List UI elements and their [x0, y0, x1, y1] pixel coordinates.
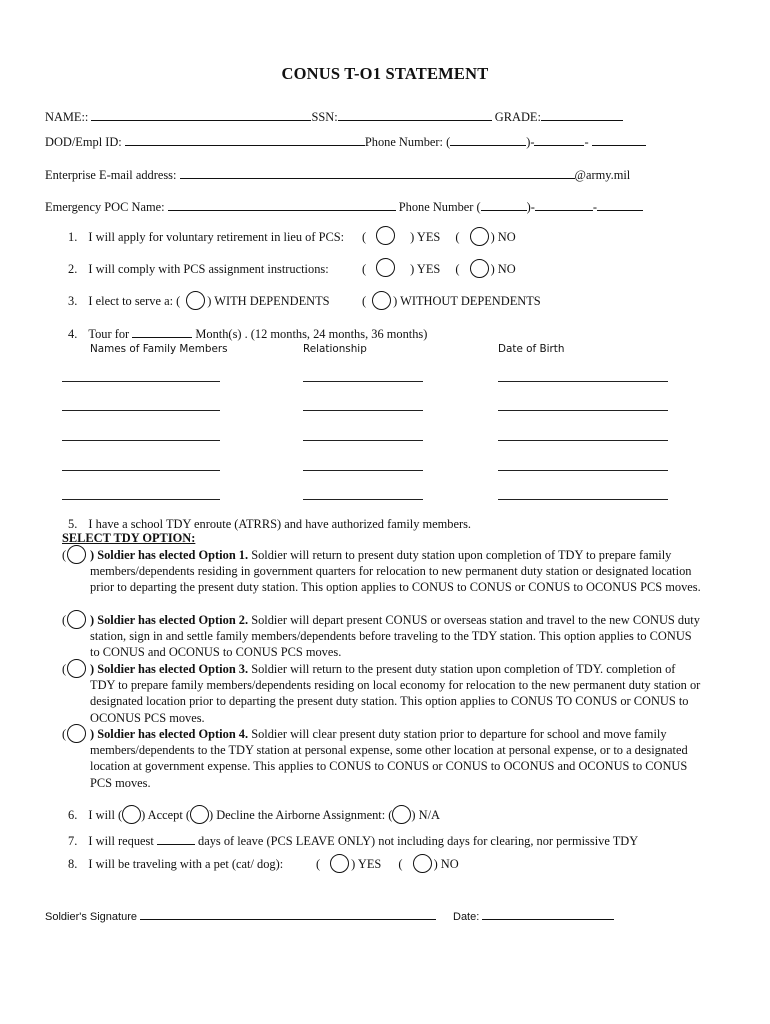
- poc-name-field[interactable]: [168, 198, 396, 211]
- option-1-radio[interactable]: [67, 545, 86, 564]
- email-row: [45, 166, 630, 183]
- yes-radio[interactable]: [376, 226, 395, 245]
- item-8: [68, 857, 283, 872]
- ssn-label: SSN:: [311, 110, 338, 124]
- dod-label: DOD/Empl ID:: [45, 135, 122, 149]
- paren: (: [362, 262, 367, 276]
- item-text: Tour for: [88, 327, 130, 341]
- without-dependents-label: ) WITHOUT DEPENDENTS: [393, 294, 541, 308]
- item-5: [68, 517, 471, 532]
- ssn-field[interactable]: [338, 108, 492, 121]
- paren: (: [455, 262, 460, 276]
- family-relationship-field[interactable]: [303, 440, 423, 441]
- email-suffix: @army.mil: [574, 168, 631, 182]
- col-header-dob: Date of Birth: [498, 343, 565, 355]
- poc-phone-prefix-field[interactable]: [535, 198, 593, 211]
- dod-field[interactable]: [125, 133, 365, 146]
- item-number: 2.: [68, 262, 78, 276]
- tdy-option-1: [62, 547, 702, 596]
- item-number: 4.: [68, 327, 78, 341]
- pet-yes-radio[interactable]: [330, 854, 349, 873]
- option-4-radio[interactable]: [67, 724, 86, 743]
- item-6: [68, 808, 440, 824]
- pet-no-radio[interactable]: [413, 854, 432, 873]
- item-text: I have a school TDY enroute (ATRRS) and have authorized family members.: [88, 517, 472, 531]
- item-text: I will request: [88, 834, 154, 848]
- paren: (: [62, 727, 67, 741]
- item-text: I will apply for voluntary retirement in lieu of PCS:: [88, 230, 345, 244]
- item-2: [68, 262, 329, 277]
- phone-dash: -: [584, 135, 589, 149]
- signature-label: Soldier's Signature: [45, 911, 137, 923]
- family-dob-field[interactable]: [498, 499, 668, 500]
- na-label: ) N/A: [411, 808, 440, 822]
- option-title: ) Soldier has elected Option 2.: [90, 613, 249, 627]
- family-dob-field[interactable]: [498, 440, 668, 441]
- paren: (: [62, 548, 67, 562]
- option-title: ) Soldier has elected Option 3.: [90, 662, 249, 676]
- tdy-option-3: [62, 661, 702, 726]
- no-label: ) NO: [490, 262, 516, 276]
- yes-label: ) YES: [410, 262, 441, 276]
- item-text: I elect to serve a: (: [88, 294, 181, 308]
- option-title: ) Soldier has elected Option 1.: [90, 548, 249, 562]
- option-description: Soldier will clear present duty station prior to departure for school and move family members/dependents to the TDY station at personal expense, some other location at personal expense, or to a designated location at government expense. This applies to CONUS to CONUS or CONUS to OCONUS and OCONUS to CONUS PCS moves.: [90, 727, 688, 790]
- family-name-field[interactable]: [62, 499, 220, 500]
- phone-close: )-: [526, 135, 535, 149]
- item-number: 1.: [68, 230, 78, 244]
- phone-line-field[interactable]: [592, 133, 646, 146]
- name-label: NAME::: [45, 110, 89, 124]
- family-relationship-field[interactable]: [303, 470, 423, 471]
- family-name-field[interactable]: [62, 470, 220, 471]
- decline-radio[interactable]: [190, 805, 209, 824]
- item-3-choices: [362, 294, 541, 310]
- grade-field[interactable]: [541, 108, 623, 121]
- family-relationship-field[interactable]: [303, 410, 423, 411]
- option-description: Soldier will depart present CONUS or overseas station and travel to the new CONUS duty station, sign in and settle family members/dependents before traveling to the TDY station. This option applies to CONUS to CONUS and OCONUS to CONUS PCS moves.: [90, 613, 700, 660]
- paren: (: [362, 294, 367, 308]
- signature-field[interactable]: [140, 908, 436, 920]
- phone-label: Phone Number: (: [364, 135, 451, 149]
- tdy-option-4: [62, 726, 702, 791]
- item-number: 6.: [68, 808, 78, 822]
- family-dob-field[interactable]: [498, 410, 668, 411]
- item-4: [68, 326, 427, 342]
- phone-prefix-field[interactable]: [534, 133, 584, 146]
- family-relationship-field[interactable]: [303, 381, 423, 382]
- tour-months-field[interactable]: [132, 326, 192, 338]
- yes-label: ) YES: [410, 230, 441, 244]
- item-text: I will be traveling with a pet (cat/ dog):: [88, 857, 284, 871]
- leave-days-field[interactable]: [157, 833, 195, 845]
- paren: (: [62, 613, 67, 627]
- item-number: 5.: [68, 517, 78, 531]
- item-7: [68, 833, 638, 849]
- option-description: Soldier will return to the present duty station upon completion of TDY. completion of TDY to prepare family members/dependents residing on local economy for relocation to the new permanent duty station or designated location prior to departing the present duty station. This option applies to CONUS TO CONUS or CONUS to OCONUS PCS moves.: [90, 662, 701, 725]
- family-dob-field[interactable]: [498, 381, 668, 382]
- decline-label: ) Decline the Airborne Assignment: (: [209, 808, 393, 822]
- name-field[interactable]: [91, 108, 311, 121]
- family-name-field[interactable]: [62, 381, 220, 382]
- item-number: 8.: [68, 857, 78, 871]
- grade-label: GRADE:: [494, 110, 541, 124]
- date-label: Date:: [453, 911, 480, 923]
- col-header-relationship: Relationship: [303, 343, 367, 355]
- paren: (: [362, 230, 367, 244]
- item-3: [68, 294, 330, 310]
- date-field[interactable]: [482, 908, 614, 920]
- with-dependents-radio[interactable]: [186, 291, 205, 310]
- poc-phone-label: Phone Number (: [398, 200, 481, 214]
- poc-phone-area-field[interactable]: [481, 198, 527, 211]
- tdy-heading: SELECT TDY OPTION:: [62, 531, 196, 545]
- item-text: I will (: [88, 808, 123, 822]
- poc-phone-close: )-: [526, 200, 535, 214]
- na-radio[interactable]: [392, 805, 411, 824]
- accept-label: ) Accept (: [141, 808, 190, 822]
- email-label: Enterprise E-mail address:: [45, 168, 177, 182]
- family-name-field[interactable]: [62, 410, 220, 411]
- poc-phone-dash: -: [592, 200, 598, 214]
- family-relationship-field[interactable]: [303, 499, 423, 500]
- paren: (: [316, 857, 321, 871]
- poc-label: Emergency POC Name:: [45, 200, 165, 214]
- poc-row: [45, 198, 643, 215]
- phone-area-field[interactable]: [450, 133, 526, 146]
- poc-phone-line-field[interactable]: [597, 198, 643, 211]
- without-dependents-radio[interactable]: [372, 291, 391, 310]
- page-title: CONUS T-O1 STATEMENT: [281, 64, 489, 83]
- option-title: ) Soldier has elected Option 4.: [90, 727, 249, 741]
- col-header-names: Names of Family Members: [90, 343, 228, 355]
- no-label: ) NO: [433, 857, 459, 871]
- with-dependents-label: ) WITH DEPENDENTS: [207, 294, 330, 308]
- paren: (: [62, 662, 67, 676]
- paren: (: [455, 230, 460, 244]
- item-8-choices: [316, 857, 459, 873]
- accept-radio[interactable]: [122, 805, 141, 824]
- email-field[interactable]: [180, 166, 575, 179]
- dod-row: [45, 133, 646, 150]
- no-radio[interactable]: [470, 227, 489, 246]
- family-name-field[interactable]: [62, 440, 220, 441]
- no-label: ) NO: [490, 230, 516, 244]
- item-text: I will comply with PCS assignment instructions:: [88, 262, 329, 276]
- option-2-radio[interactable]: [67, 610, 86, 629]
- family-dob-field[interactable]: [498, 470, 668, 471]
- item-text: days of leave (PCS LEAVE ONLY) not including days for clearing, nor permissive TDY: [198, 834, 639, 848]
- paren: (: [398, 857, 403, 871]
- item-text: Month(s) . (12 months, 24 months, 36 months): [195, 327, 428, 341]
- no-radio[interactable]: [470, 259, 489, 278]
- yes-radio[interactable]: [376, 258, 395, 277]
- tdy-option-2: [62, 612, 702, 661]
- signature-row: [45, 908, 436, 923]
- yes-label: ) YES: [351, 857, 382, 871]
- date-row: [453, 908, 614, 923]
- item-number: 3.: [68, 294, 78, 308]
- item-1: [68, 230, 344, 245]
- option-description: Soldier will return to present duty station upon completion of TDY to prepare family members/dependents residing in government quarters for relocation to new permanent duty station or designated location prior to departing the present duty station. This option applies to CONUS to CONUS or CONUS to OCONUS PCS moves.: [90, 548, 701, 595]
- name-row: [45, 108, 623, 125]
- option-3-radio[interactable]: [67, 659, 86, 678]
- item-number: 7.: [68, 834, 78, 848]
